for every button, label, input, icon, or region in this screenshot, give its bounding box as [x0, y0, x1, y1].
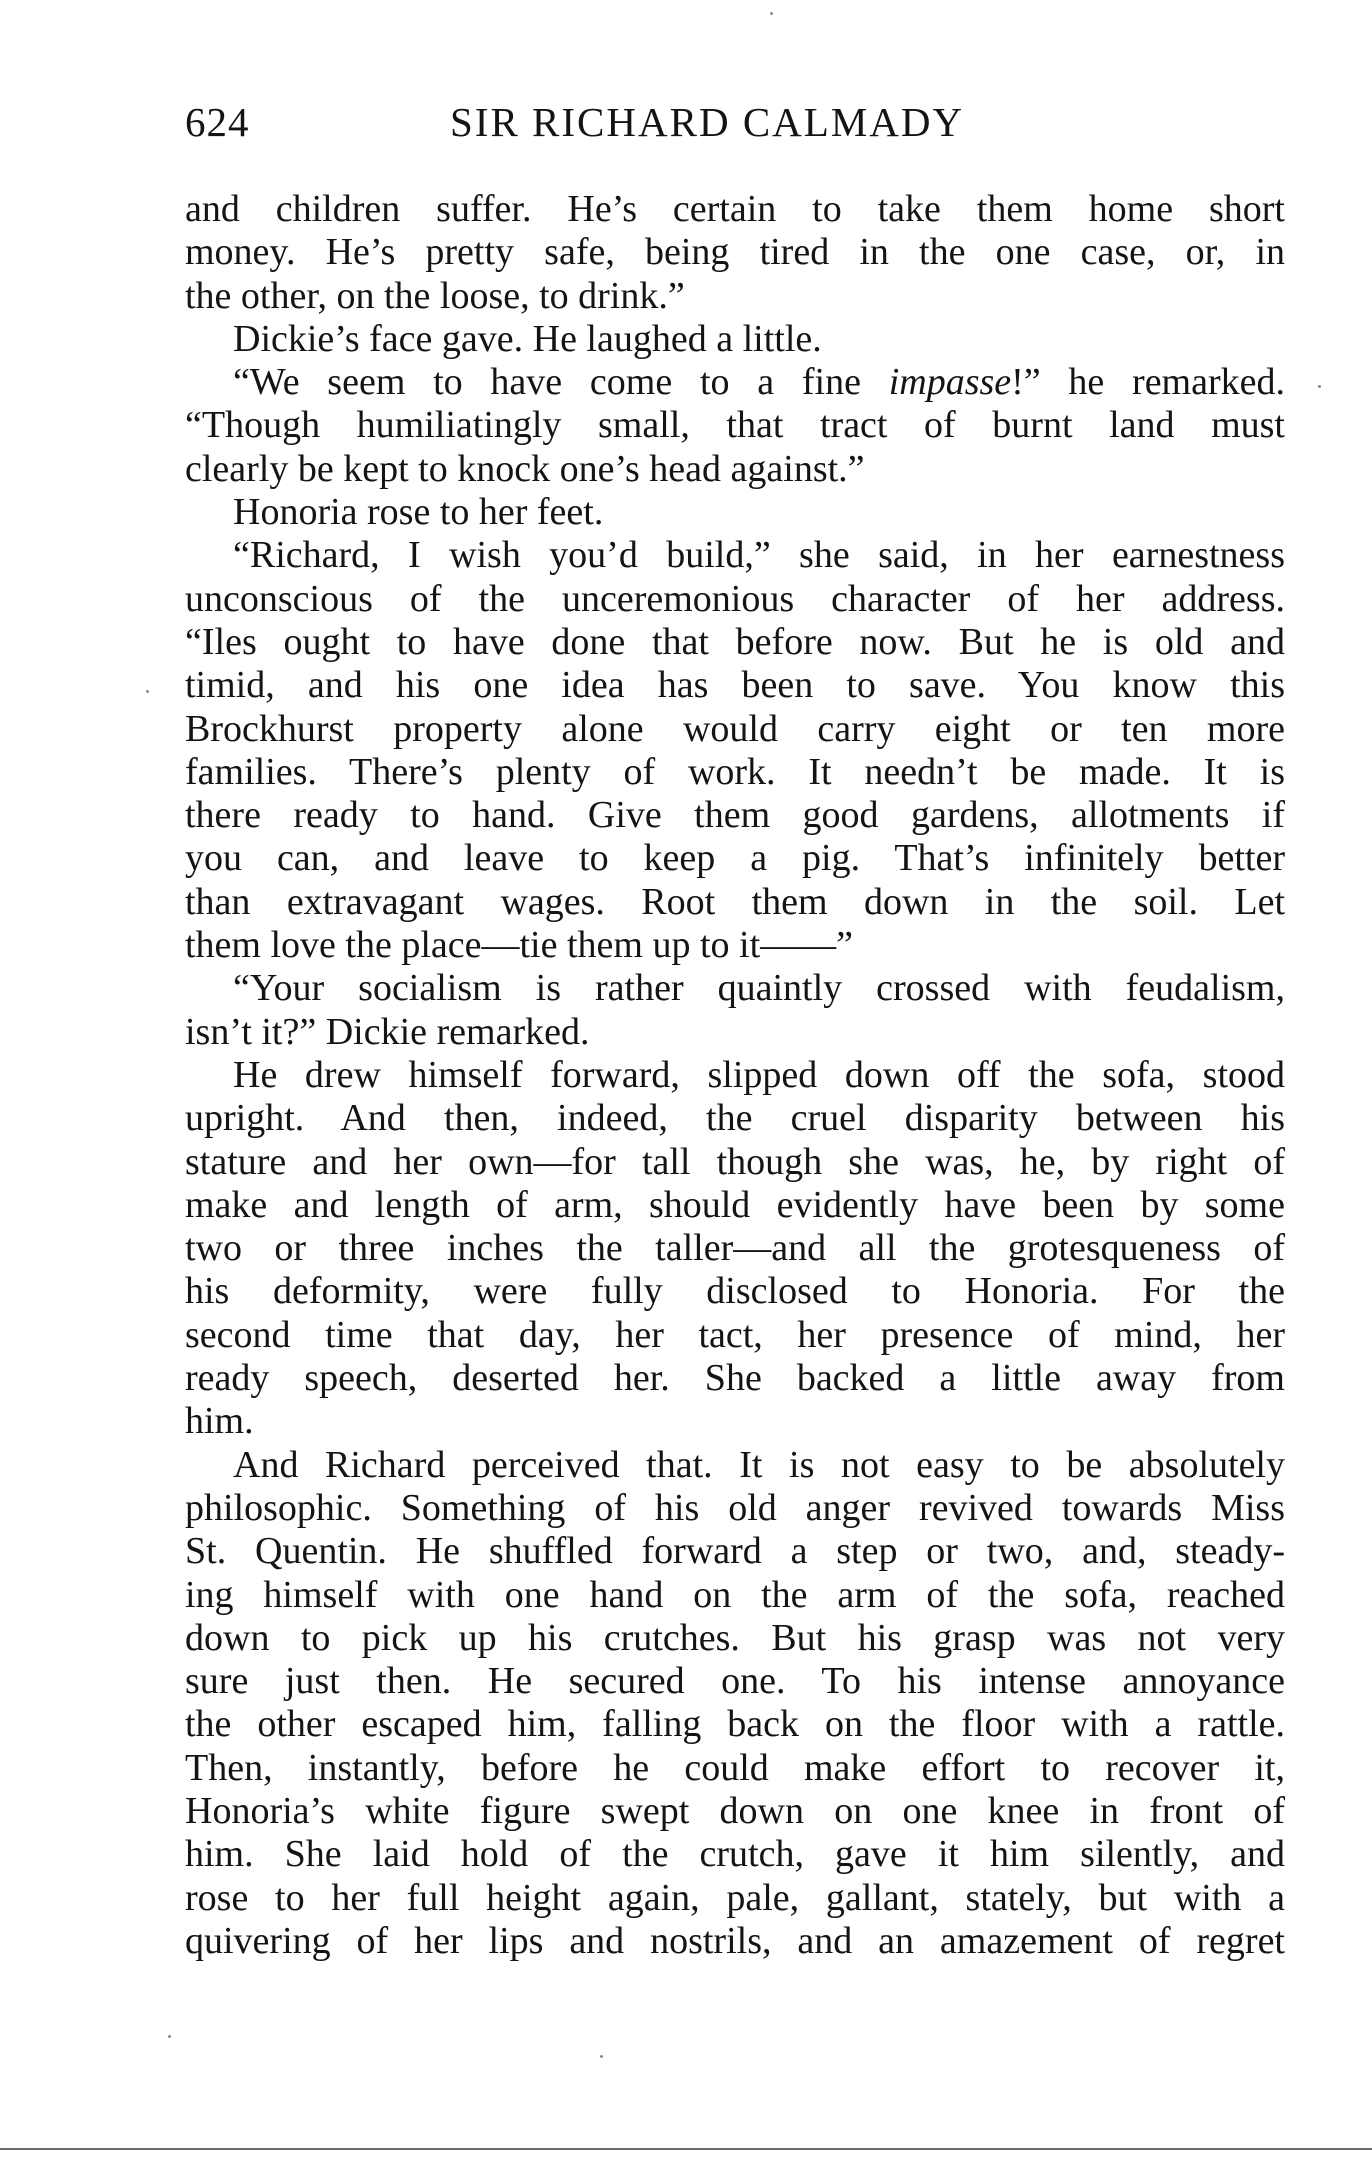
text-line: the other, on the loose, to drink.” — [185, 274, 685, 317]
text-line: sure just then. He secured one. To his intense annoyance — [185, 1660, 1285, 1703]
text-line: ready speech, deserted her. She backed a little away from — [185, 1357, 1285, 1400]
text-line: isn’t it?” Dickie remarked. — [185, 1010, 590, 1053]
text-line: down to pick up his crutches. But his grasp was not very — [185, 1616, 1285, 1659]
text-line: “Your socialism is rather quaintly crossed with feudalism, — [233, 967, 1285, 1010]
text-line: money. He’s pretty safe, being tired in the one case, or, in — [185, 231, 1285, 274]
text-line: “Though humiliatingly small, that tract of burnt land must — [185, 404, 1285, 447]
text-line: unconscious of the unceremonious character of her address. — [185, 577, 1285, 620]
text-line: clearly be kept to knock one’s head against.” — [185, 447, 865, 490]
text-line: ing himself with one hand on the arm of the sofa, reached — [185, 1573, 1285, 1616]
text-line: stature and her own—for tall though she was, he, by right of — [185, 1140, 1285, 1183]
text-line: him. She laid hold of the crutch, gave it him silently, and — [185, 1833, 1285, 1876]
text-line: “We seem to have come to a fine impasse!” he remarked. — [233, 361, 1286, 404]
text-line: there ready to hand. Give them good gardens, allotments if — [185, 794, 1285, 837]
text-line: second time that day, her tact, her presence of mind, her — [185, 1313, 1285, 1356]
body-text — [185, 188, 1285, 1963]
text-line: upright. And then, indeed, the cruel disparity between his — [185, 1097, 1285, 1140]
text-line: make and length of arm, should evidently have been by some — [185, 1183, 1285, 1226]
paper-speck — [146, 690, 149, 693]
page-number: 624 — [185, 99, 250, 145]
text-line: and children suffer. He’s certain to take them home short — [185, 188, 1285, 230]
running-head: SIR RICHARD CALMADY — [450, 99, 965, 145]
text-line: And Richard perceived that. It is not easy to be absolutely — [233, 1443, 1285, 1486]
page-bottom-rule — [0, 2148, 1372, 2150]
text-line: two or three inches the taller—and all the grotesqueness of — [185, 1227, 1285, 1270]
text-line: Dickie’s face gave. He laughed a little. — [233, 317, 822, 360]
text-line: “Iles ought to have done that before now. But he is old and — [185, 620, 1285, 663]
text-line: Brockhurst property alone would carry eight or ten more — [185, 707, 1285, 750]
text-line: than extravagant wages. Root them down in the soil. Let — [185, 880, 1285, 923]
paper-speck — [600, 2055, 603, 2058]
text-line: the other escaped him, falling back on the floor with a rattle. — [185, 1703, 1285, 1746]
paper-speck — [168, 2035, 171, 2038]
text-line: you can, and leave to keep a pig. That’s infinitely better — [185, 837, 1285, 880]
text-line: St. Quentin. He shuffled forward a step or two, and, steady- — [185, 1530, 1285, 1573]
text-line: Honoria rose to her feet. — [233, 491, 604, 534]
page-header — [185, 98, 1285, 158]
text-line: Then, instantly, before he could make effort to recover it, — [185, 1746, 1285, 1789]
paper-speck — [1318, 385, 1321, 388]
text-line: his deformity, were fully disclosed to Honoria. For the — [185, 1270, 1285, 1313]
italic-word: impasse — [888, 361, 1012, 404]
text-line: timid, and his one idea has been to save. You know this — [185, 664, 1285, 707]
text-line: philosophic. Something of his old anger revived towards Miss — [185, 1486, 1285, 1529]
text-line: quivering of her lips and nostrils, and an amazement of regret — [185, 1919, 1285, 1962]
text-line: families. There’s plenty of work. It needn’t be made. It is — [185, 750, 1285, 793]
text-line: rose to her full height again, pale, gallant, stately, but with a — [185, 1876, 1285, 1919]
paper-speck — [770, 12, 773, 15]
text-line: Honoria’s white figure swept down on one knee in front of — [185, 1789, 1285, 1832]
text-line: them love the place—tie them up to it——” — [185, 924, 853, 967]
text-line: He drew himself forward, slipped down off the sofa, stood — [233, 1053, 1285, 1096]
text-line: him. — [185, 1400, 254, 1443]
text-line: “Richard, I wish you’d build,” she said, in her earnestness — [233, 534, 1285, 577]
